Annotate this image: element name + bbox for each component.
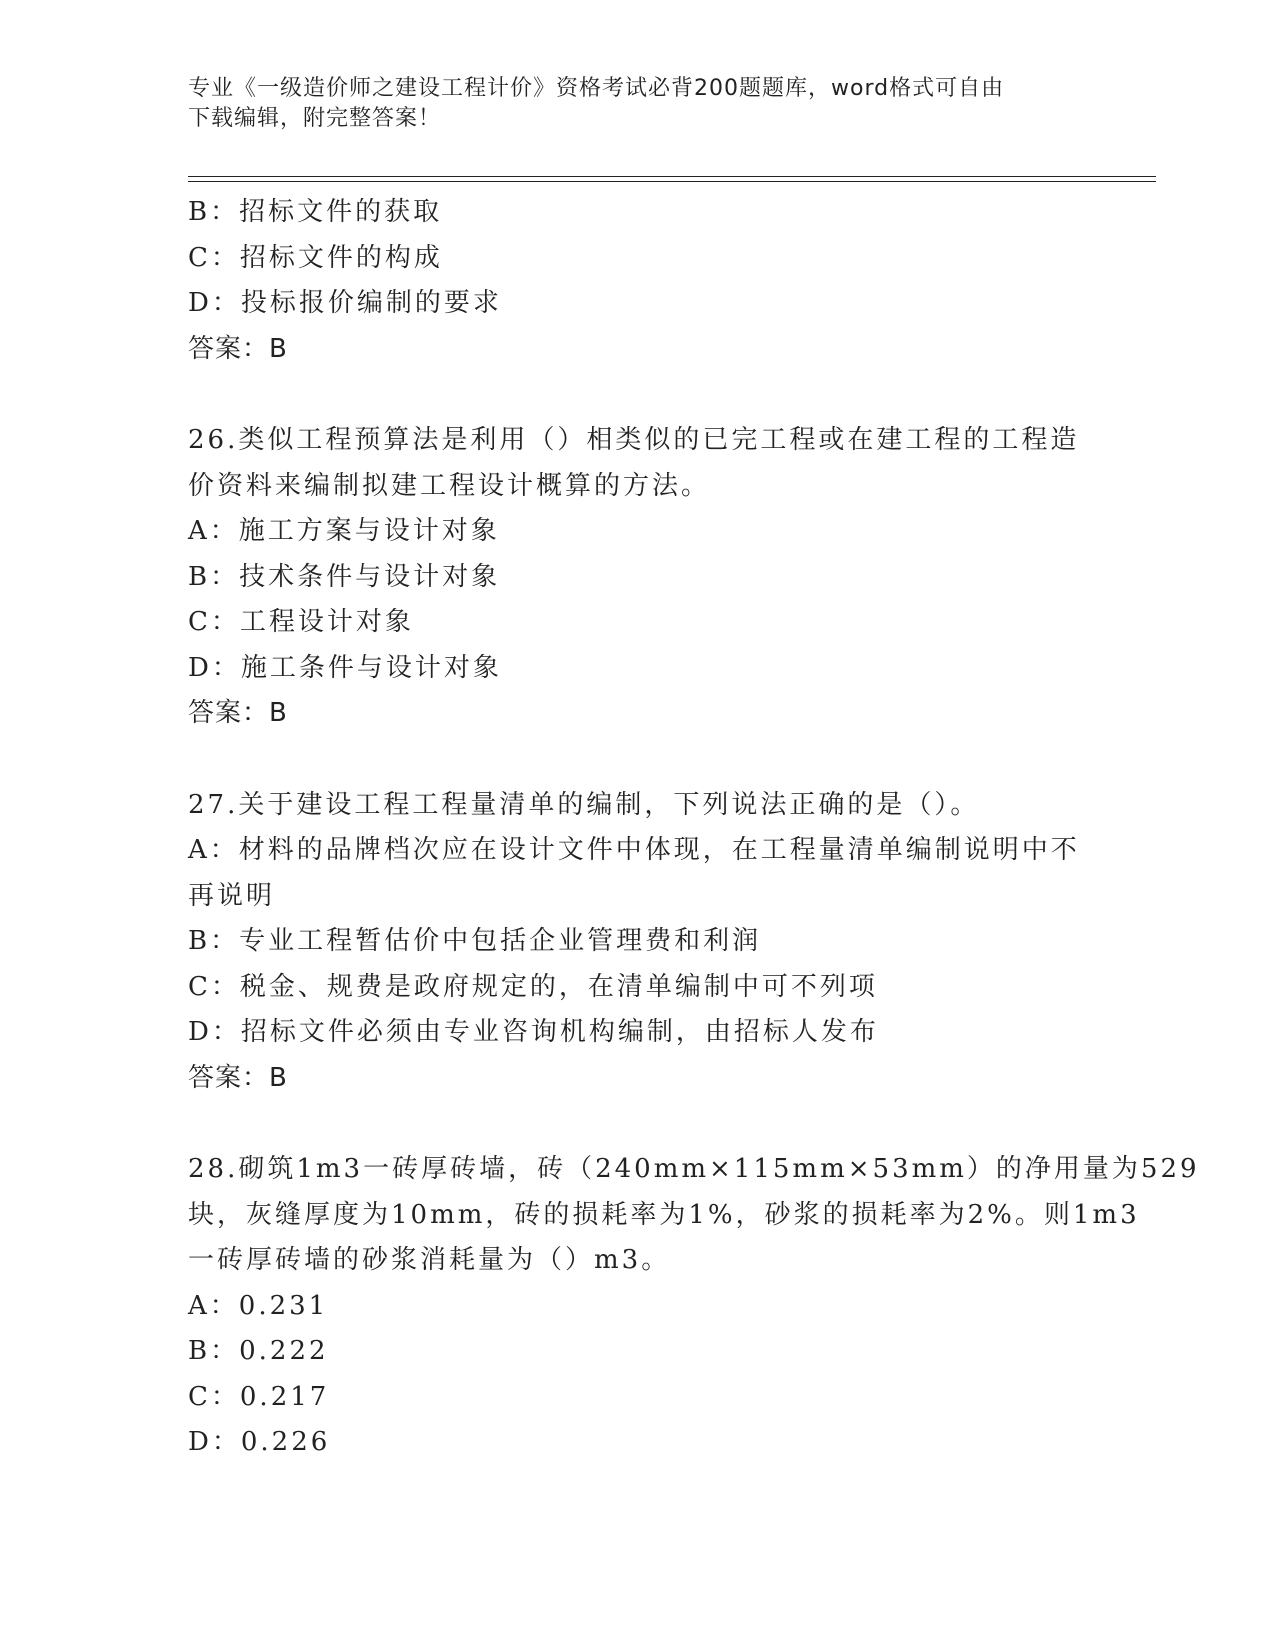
question-text: 28.砌筑1m3一砖厚砖墙，砖（240mm×115mm×53mm）的净用量为529 bbox=[188, 1154, 1200, 1184]
question-block-28 bbox=[188, 1147, 1200, 1466]
option-b: B：专业工程暂估价中包括企业管理费和利润 bbox=[188, 926, 762, 956]
question-text-continued: 块，灰缝厚度为10mm，砖的损耗率为1%，砂浆的损耗率为2%。则1m3 bbox=[188, 1199, 1140, 1230]
question-block-25 bbox=[188, 190, 1088, 372]
option-b: B：0.222 bbox=[188, 1336, 329, 1366]
answer-line: 答案：B bbox=[188, 333, 288, 364]
option-c: C：0.217 bbox=[188, 1381, 330, 1412]
option-a: A：施工方案与设计对象 bbox=[188, 516, 500, 546]
option-c: C：税金、规费是政府规定的，在清单编制中可不列项 bbox=[188, 971, 878, 1002]
header-line-2: 下载编辑，附完整答案！ bbox=[188, 106, 442, 131]
block-spacer bbox=[188, 372, 1088, 418]
header-divider-top bbox=[188, 176, 1156, 177]
option-a-continued: 再说明 bbox=[188, 880, 276, 911]
header-line-1: 专业《一级造价师之建设工程计价》资格考试必背200题题库，word格式可自由 bbox=[188, 76, 1005, 101]
option-d: D：投标报价编制的要求 bbox=[188, 288, 502, 318]
option-b: B：招标文件的获取 bbox=[188, 197, 443, 227]
option-c: C：工程设计对象 bbox=[188, 607, 414, 637]
document-header bbox=[188, 74, 1068, 134]
question-text-continued: 一砖厚砖墙的砂浆消耗量为（）m3。 bbox=[188, 1245, 671, 1275]
question-text: 27.关于建设工程工程量清单的编制，下列说法正确的是（）。 bbox=[188, 789, 980, 820]
option-c: C：招标文件的构成 bbox=[188, 242, 443, 273]
option-d: D：施工条件与设计对象 bbox=[188, 652, 502, 683]
document-body bbox=[188, 190, 1200, 1466]
block-spacer bbox=[188, 1101, 1088, 1147]
option-d: D：招标文件必须由专业咨询机构编制，由招标人发布 bbox=[188, 1017, 879, 1047]
question-block-27 bbox=[188, 783, 1088, 1102]
option-a: A：材料的品牌档次应在设计文件中体现，在工程量清单编制说明中不 bbox=[188, 835, 1080, 865]
answer-line: 答案：B bbox=[188, 1062, 288, 1093]
question-block-26 bbox=[188, 418, 1088, 737]
option-b: B：技术条件与设计对象 bbox=[188, 561, 501, 592]
block-spacer bbox=[188, 737, 1088, 783]
option-a: A：0.231 bbox=[188, 1290, 329, 1321]
answer-line: 答案：B bbox=[188, 698, 288, 728]
question-text-continued: 价资料来编制拟建工程设计概算的方法。 bbox=[188, 470, 711, 501]
option-d: D：0.226 bbox=[188, 1427, 331, 1457]
question-text: 26.类似工程预算法是利用（）相类似的已完工程或在建工程的工程造 bbox=[188, 425, 1080, 455]
header-divider-bottom bbox=[188, 181, 1156, 182]
